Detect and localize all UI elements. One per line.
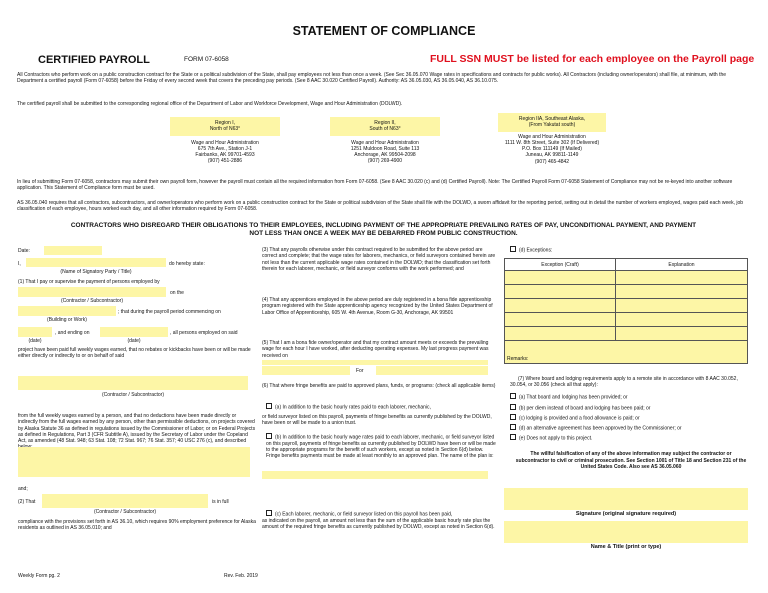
affidavit-paragraph: AS 36.05.040 requires that all contractors, subcontractors, and owner/operators who perform work on a public construction contract for the State or political subdivision of the State shall file with the DOLWD, a sworn affidavit for the reporting period, setting out in detail the number of workers employed, wages paid each week, job classification of each employee, hours worked each day, and all other information required by Form 07-6058. bbox=[17, 200, 744, 213]
region-2-badge bbox=[330, 117, 440, 136]
contractor-field-3[interactable] bbox=[42, 494, 208, 508]
option-7c-label: (c) lodging is provided and a food allowance is paid; or bbox=[519, 415, 640, 422]
option-7d-line bbox=[510, 424, 682, 432]
contractor-field-2[interactable] bbox=[18, 376, 248, 390]
form-number: FORM 07-6058 bbox=[184, 56, 229, 63]
option-6a-line bbox=[266, 403, 498, 411]
region-1-phone: (907) 451-2886 bbox=[207, 158, 243, 165]
remarks-field[interactable] bbox=[504, 340, 748, 364]
exception-craft-header: Exception (Craft) bbox=[505, 259, 616, 271]
date-field[interactable] bbox=[44, 246, 102, 255]
ssn-notice: FULL SSN MUST be listed for each employee on the Payroll page bbox=[430, 53, 755, 65]
option-6b-label: (b) In addition to the basic hourly wage rates paid to each laborer, mechanic, or field surveyor listed on this payroll, payments of fringe benefits as currently published by DOLWD have been or will be made to the appropriate programs for the benefit of such workers, except as noted in Section 6(d) below. Fringe benefits payments must be made at least monthly to an approved plan. The name of the plan is: bbox=[266, 434, 496, 460]
submission-paragraph: The certified payroll shall be submitted to the corresponding regional office of the Department of Labor and Workforce Development, Wage and Hour Administration (DOLWD). bbox=[17, 101, 403, 107]
exception-craft-cell[interactable] bbox=[505, 271, 616, 285]
option-7e-label: (e) Does not apply to this project. bbox=[519, 435, 593, 442]
explanation-cell[interactable] bbox=[616, 313, 748, 327]
name-title-field[interactable] bbox=[504, 521, 748, 543]
for-label: For bbox=[356, 368, 364, 374]
statement-7: (7) Where board and lodging requirements apply to a remote site in accordance with 8 AAC 30.052, 30.054, or 30.056 (check all that apply): bbox=[510, 376, 738, 389]
exceptions-line bbox=[510, 246, 552, 254]
kickback-statement: project have been paid full weekly wages earned, that no rebates or kickbacks have been or will be made either directly or indirectly to or on behalf of said bbox=[18, 347, 251, 360]
option-7a-checkbox[interactable] bbox=[510, 393, 516, 399]
contractor-caption-2: (Contractor / Subcontractor) bbox=[102, 392, 164, 398]
region-2a-name: Region IIA, Southeast Alaska, bbox=[518, 116, 586, 122]
building-caption: (Building or Work) bbox=[47, 317, 87, 323]
page-title: STATEMENT OF COMPLIANCE bbox=[292, 24, 476, 38]
region-2a-line: Wage and Hour Administration bbox=[518, 133, 586, 140]
full-label: is in full bbox=[212, 499, 229, 505]
start-date-caption: (date) bbox=[28, 338, 42, 344]
option-7c-checkbox[interactable] bbox=[510, 414, 516, 420]
explanation-header: Explanation bbox=[616, 259, 748, 271]
debarment-warning-line1: CONTRACTORS WHO DISREGARD THEIR OBLIGATIONS TO THEIR EMPLOYEES, INCLUDING PAYMENT OF THE APPROPRIATE PREVAILING RATES OF PAY, UNCONDITIONAL PAYMENT, AND PAYMENT bbox=[70, 222, 697, 229]
exceptions-checkbox[interactable] bbox=[510, 246, 516, 252]
region-2-name: Region II, bbox=[374, 120, 396, 126]
option-7d-label: (d) an alternative agreement has been approved by the Commissioner; or bbox=[519, 425, 682, 432]
exception-craft-cell[interactable] bbox=[505, 299, 616, 313]
contractor-caption: (Contractor / Subcontractor) bbox=[61, 298, 123, 304]
region-1-name: Region I, bbox=[214, 120, 235, 126]
option-7a-line bbox=[510, 393, 628, 401]
for-left-field[interactable] bbox=[262, 366, 350, 375]
signatory-caption: (Name of Signatory Party / Title) bbox=[60, 269, 132, 275]
region-1-line: Fairbanks, AK 99701-4593 bbox=[195, 152, 255, 159]
region-2a-address bbox=[452, 134, 652, 165]
region-2a-line: Juneau, AK 99811-1149 bbox=[525, 152, 579, 159]
ending-on-label: , and ending on bbox=[55, 330, 90, 336]
period-end-field[interactable] bbox=[100, 327, 168, 337]
exception-craft-cell[interactable] bbox=[505, 285, 616, 299]
region-2a-badge bbox=[498, 113, 606, 132]
signature-field[interactable] bbox=[504, 488, 748, 510]
explanation-cell[interactable] bbox=[616, 271, 748, 285]
region-2-phone: (907) 269-4900 bbox=[367, 158, 403, 165]
debarment-warning bbox=[17, 222, 750, 238]
option-7e-line bbox=[510, 434, 592, 442]
date-label: Date: bbox=[18, 248, 30, 254]
falsification-warning: The willful falsification of any of the above information may subject the contractor or subcontractor to civil or criminal prosecution. See Section 1001 of Title 18 and Section 231 of the United States Code. Also see AS 36.05.060 bbox=[515, 451, 747, 470]
option-6b-checkbox[interactable] bbox=[266, 433, 272, 439]
progress-payment-field[interactable] bbox=[262, 360, 488, 365]
building-field[interactable] bbox=[18, 306, 116, 316]
statement-6: (6) That where fringe benefits are paid to approved plans, funds, or programs: (check all applicable items) bbox=[262, 383, 496, 389]
lieu-paragraph: In lieu of submitting Form 07-6058, contractors may submit their own payroll form, however the payroll must contain all the required information from Form 07-6058. (See 8 AAC 30.020 (c) and (d) Certified Payroll). Note: The Certified Payroll Form 07-6058 Statement of Compliance may not be re-keyed into another software application. This Statement of Compliance form must be used. bbox=[17, 179, 733, 192]
region-2-line: 1251 Muldoon Road, Suite 113 bbox=[350, 145, 420, 152]
option-6b-line bbox=[266, 433, 498, 460]
name-title-caption: Name & Title (print or type) bbox=[590, 544, 662, 550]
exceptions-table bbox=[504, 258, 748, 341]
intro-paragraph: All Contractors who perform work on a public construction contract for the State or a political subdivision of the State, shall pay employees not less than once a week. (See Sec 36.05.070 Wage rates in specifications and contracts for public works). All Contractors (including owner/operators) shall file, at minimum, with the Department a certified payroll (Form 07-6058) before the Friday of every second week that covers the preceding pay periods. (See 8 AAC 30.020 Certified Payroll). Authority: AS 36.05.030, AS 36.05.040, AS 36.10.075. bbox=[17, 72, 727, 85]
end-date-caption: (date) bbox=[127, 338, 141, 344]
hereby-label: do hereby state: bbox=[169, 261, 205, 267]
option-6a-checkbox[interactable] bbox=[266, 403, 272, 409]
signatory-name-field[interactable] bbox=[26, 258, 166, 267]
option-6a-label: (a) In addition to the basic hourly rates paid to each laborer, mechanic, bbox=[275, 404, 431, 411]
region-2-area: South of N63° bbox=[369, 126, 401, 133]
deductions-statement: from the full weekly wages earned by a person, and that no deductions have been made directly or indirectly from the full wages earned by any person, other than permissible deductions, on projects covered by Alaska Statute 36 as defined in regulations issued by the Commissioner of Labor; or on Federal Projects as defined in Regulations, Part 3 (CFR Subtitle A), issued by the Secretary of Labor under the Copeland Act, as amended (48 Stat. 948; 63 Stat. 108; 72 Stat. 967; 76 Stat. 357; 40 USC 276 (c), and described bbox=[18, 413, 256, 445]
region-1-line: 675 7th Ave., Station J-1 bbox=[197, 145, 253, 152]
i-label: I, bbox=[18, 261, 21, 267]
region-2-line: Anchorage, AK 99504-2098 bbox=[354, 152, 416, 159]
exception-craft-cell[interactable] bbox=[505, 327, 616, 341]
region-2a-line: P.O. Box 111149 (If Mailed) bbox=[522, 146, 582, 153]
all-persons-label: , all persons employed on said bbox=[170, 330, 238, 336]
exceptions-label: (d) Exceptions: bbox=[519, 247, 553, 254]
option-7a-label: (a) That board and lodging has been provided; or bbox=[519, 394, 628, 401]
region-2a-phone: (907) 465-4842 bbox=[534, 158, 570, 165]
exception-craft-cell[interactable] bbox=[505, 313, 616, 327]
for-right-field[interactable] bbox=[376, 366, 488, 375]
option-7d-checkbox[interactable] bbox=[510, 424, 516, 430]
explanation-cell[interactable] bbox=[616, 327, 748, 341]
option-7b-label: (b) per diem instead of board and lodging has been paid; or bbox=[519, 405, 651, 412]
explanation-cell[interactable] bbox=[616, 299, 748, 313]
option-6c-checkbox[interactable] bbox=[266, 510, 272, 516]
preference-statement: compliance with the provisions set forth in AS 36.10, which requires 90% employment preference for Alaska residents as outlined in AS 36.05.010; and bbox=[18, 519, 256, 532]
period-start-field[interactable] bbox=[18, 327, 52, 337]
region-2a-area: (From Yakutat south) bbox=[528, 122, 576, 129]
remarks-label: Remarks: bbox=[507, 355, 529, 362]
signature-caption: Signature (original signature required) bbox=[575, 511, 677, 517]
deductions-description-field[interactable] bbox=[18, 447, 250, 477]
and-label: and; bbox=[18, 486, 28, 492]
on-the-label: on the bbox=[170, 290, 184, 296]
contractor-field[interactable] bbox=[18, 287, 166, 297]
statement-5: (5) That I am a bona fide owner/operator and that my contract amount meets or exceeds the prevailing wage for each hour I have worked, after deducting operating expenses. My last progress payment was received on bbox=[262, 340, 489, 359]
option-6c-line bbox=[266, 510, 498, 518]
statement-4: (4) That any apprentices employed in the above period are duly registered in a bona fide apprenticeship program registered with the State apprenticeship agency recognized by the United States Department of Labor Office of Apprenticeship, 605 W. 4th Avenue, Room G-30, Anchorage, AK 99501 bbox=[262, 297, 493, 316]
option-6c-text: as indicated on the payroll, an amount not less than the sum of the applicable basic hourly rate plus the amount of the required fringe benefits as currently published by DOLWD, except as noted in Section 6(d). bbox=[262, 518, 495, 531]
footer-revision: Rev. Feb. 2019 bbox=[224, 573, 258, 579]
region-1-area: North of N63° bbox=[209, 126, 241, 133]
statement-1: (1) That I pay or supervise the payment of persons employed by bbox=[18, 279, 160, 285]
option-6c-label: (c) Each laborer, mechanic, or field surveyor listed on this payroll has been paid, bbox=[275, 511, 453, 518]
option-7b-line bbox=[510, 404, 650, 412]
option-7c-line bbox=[510, 414, 640, 422]
option-7b-checkbox[interactable] bbox=[510, 404, 516, 410]
footer-page-label: Weekly Form pg. 2 bbox=[18, 573, 60, 579]
region-2a bbox=[452, 113, 652, 165]
region-2a-line: 1111 W. 8th Street, Suite 302 (If Delivered) bbox=[504, 139, 600, 146]
certified-payroll-label: CERTIFIED PAYROLL bbox=[38, 54, 150, 66]
contractor-caption-3: (Contractor / Subcontractor) bbox=[94, 509, 156, 515]
statement-2-label: (2) That bbox=[18, 499, 36, 505]
region-2-line: Wage and Hour Administration bbox=[351, 139, 419, 146]
region-1-line: Wage and Hour Administration bbox=[191, 139, 259, 146]
payroll-period-label: ; that during the payroll period commencing on bbox=[118, 309, 221, 315]
plan-name-field[interactable] bbox=[262, 471, 488, 479]
statement-3: (3) That any payrolls otherwise under this contract required to be submitted for the above period are correct and complete; that the wage rates for laborers, mechanics, or field surveyors contained herein are not less than the current applicable wage rates contained in the DOLWD; that the classification set forth therein for each laborer, mechanic, or field surveyor conforms with the work performed; and bbox=[262, 247, 496, 272]
option-6a-text: or field surveyor listed on this payroll, payments of fringe benefits as currently published by the DOLWD, have been or will be made to a union trust. bbox=[262, 414, 492, 427]
explanation-cell[interactable] bbox=[616, 285, 748, 299]
option-7e-checkbox[interactable] bbox=[510, 434, 516, 440]
debarment-warning-line2: NOT LESS THAN ONCE A WEEK MAY BE DEBARRED FROM PUBLIC CONSTRUCTION. bbox=[249, 230, 518, 237]
region-1-badge bbox=[170, 117, 280, 136]
